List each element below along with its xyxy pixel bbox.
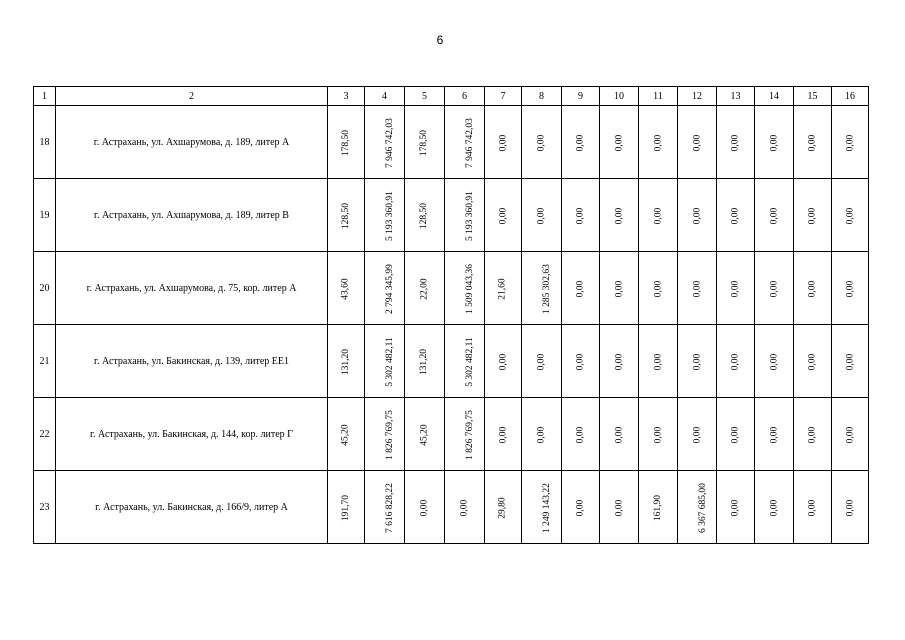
column-header: 13 (717, 87, 755, 106)
value-cell (755, 179, 794, 252)
value-text: 0,00 (807, 426, 818, 443)
value-text: 0,00 (575, 426, 586, 443)
value-text: 1 285 302,63 (541, 263, 552, 314)
value-cell (405, 179, 445, 252)
value-text: 0,00 (575, 280, 586, 297)
value-cell (600, 179, 639, 252)
address-cell: г. Астрахань, ул. Ахшарумова, д. 75, кор. литер А (56, 252, 328, 325)
value-cell (794, 325, 832, 398)
value-text: 0,00 (498, 353, 508, 370)
value-text: 0,00 (614, 499, 624, 516)
value-text: 128,50 (341, 202, 351, 229)
value-text: 7 616 828,22 (384, 482, 395, 533)
value-text: 0,00 (807, 134, 818, 151)
value-cell (328, 325, 365, 398)
value-cell (794, 471, 832, 544)
value-text: 161,90 (653, 494, 663, 521)
value-cell (485, 325, 522, 398)
column-header: 10 (600, 87, 639, 106)
column-header: 6 (445, 87, 485, 106)
address-cell: г. Астрахань, ул. Ахшарумова, д. 189, литер А (56, 106, 328, 179)
value-cell (755, 398, 794, 471)
value-cell (485, 398, 522, 471)
value-cell (562, 179, 600, 252)
value-text: 0,00 (653, 207, 663, 224)
value-text: 1 826 769,75 (464, 409, 475, 460)
value-text: 0,00 (498, 207, 508, 224)
value-text: 0,00 (692, 280, 702, 297)
value-cell (678, 398, 717, 471)
value-cell (328, 398, 365, 471)
value-cell (639, 398, 678, 471)
value-text: 0,00 (845, 134, 855, 151)
value-text: 1 509 043,36 (464, 263, 475, 314)
value-text: 0,00 (769, 207, 779, 224)
value-text: 0,00 (653, 280, 663, 297)
value-cell (678, 106, 717, 179)
value-cell (445, 179, 485, 252)
value-cell (794, 252, 832, 325)
value-cell (485, 106, 522, 179)
value-text: 0,00 (575, 499, 586, 516)
value-text: 5 193 360,91 (464, 190, 475, 241)
value-cell (562, 325, 600, 398)
value-text: 0,00 (653, 353, 663, 370)
value-cell (522, 398, 562, 471)
value-cell (717, 106, 755, 179)
value-cell (485, 179, 522, 252)
value-cell (639, 325, 678, 398)
value-cell (639, 179, 678, 252)
value-text: 0,00 (807, 499, 818, 516)
value-text: 0,00 (536, 353, 547, 370)
table-row (34, 252, 869, 325)
value-text: 5 302 482,11 (384, 336, 395, 387)
column-header: 8 (522, 87, 562, 106)
value-text: 0,00 (807, 280, 818, 297)
column-header: 2 (56, 87, 328, 106)
value-cell (365, 398, 405, 471)
value-text: 0,00 (769, 499, 779, 516)
value-text: 29,80 (498, 496, 508, 519)
address-cell: г. Астрахань, ул. Ахшарумова, д. 189, литер В (56, 179, 328, 252)
value-cell (794, 179, 832, 252)
column-header: 7 (485, 87, 522, 106)
value-text: 131,20 (341, 348, 351, 375)
value-cell (365, 179, 405, 252)
value-cell (832, 106, 869, 179)
table-row (34, 179, 869, 252)
value-cell (600, 325, 639, 398)
value-text: 0,00 (769, 353, 779, 370)
value-text: 21,60 (498, 277, 508, 300)
value-cell (522, 179, 562, 252)
value-text: 0,00 (845, 426, 855, 443)
value-cell (445, 325, 485, 398)
value-text: 1 249 143,22 (541, 482, 552, 533)
value-cell (717, 325, 755, 398)
table-row (34, 471, 869, 544)
value-cell (755, 252, 794, 325)
value-cell (328, 179, 365, 252)
column-header: 9 (562, 87, 600, 106)
value-text: 0,00 (575, 134, 586, 151)
value-text: 0,00 (769, 134, 779, 151)
value-text: 131,20 (419, 348, 430, 375)
value-text: 45,20 (419, 423, 430, 446)
value-text: 0,00 (845, 499, 855, 516)
value-cell (794, 106, 832, 179)
value-cell (365, 252, 405, 325)
column-header: 14 (755, 87, 794, 106)
value-text: 45,20 (341, 423, 351, 446)
value-text: 7 946 742,03 (464, 117, 475, 168)
value-cell (678, 471, 717, 544)
value-cell (522, 106, 562, 179)
value-text: 0,00 (692, 426, 702, 443)
value-text: 0,00 (807, 353, 818, 370)
row-number: 23 (34, 471, 56, 544)
column-header: 15 (794, 87, 832, 106)
value-cell (600, 471, 639, 544)
value-cell (445, 106, 485, 179)
value-cell (522, 325, 562, 398)
table-row (34, 398, 869, 471)
value-cell (639, 252, 678, 325)
value-cell (755, 325, 794, 398)
value-text: 0,00 (614, 207, 624, 224)
value-text: 0,00 (498, 426, 508, 443)
column-header: 12 (678, 87, 717, 106)
value-text: 0,00 (730, 499, 741, 516)
value-cell (717, 398, 755, 471)
value-text: 0,00 (536, 426, 547, 443)
value-cell (794, 398, 832, 471)
row-number: 20 (34, 252, 56, 325)
value-cell (717, 179, 755, 252)
value-cell (755, 106, 794, 179)
value-text: 0,00 (536, 134, 547, 151)
value-text: 0,00 (845, 353, 855, 370)
value-text: 191,70 (341, 494, 351, 521)
value-cell (832, 179, 869, 252)
value-cell (832, 398, 869, 471)
value-cell (600, 252, 639, 325)
value-text: 0,00 (692, 134, 702, 151)
value-text: 0,00 (769, 280, 779, 297)
value-text: 0,00 (653, 426, 663, 443)
column-header: 16 (832, 87, 869, 106)
value-cell (678, 252, 717, 325)
row-number: 18 (34, 106, 56, 179)
value-text: 128,50 (419, 202, 430, 229)
value-cell (717, 471, 755, 544)
value-text: 5 302 482,11 (464, 336, 475, 387)
value-cell (562, 398, 600, 471)
value-cell (445, 252, 485, 325)
value-cell (405, 106, 445, 179)
value-text: 0,00 (614, 134, 624, 151)
value-cell (365, 325, 405, 398)
value-cell (405, 252, 445, 325)
value-text: 178,50 (419, 129, 430, 156)
value-text: 0,00 (498, 134, 508, 151)
column-header: 4 (365, 87, 405, 106)
value-cell (832, 471, 869, 544)
value-cell (522, 252, 562, 325)
value-cell (522, 471, 562, 544)
value-cell (755, 471, 794, 544)
value-text: 6 367 685,00 (697, 482, 708, 533)
value-cell (485, 252, 522, 325)
value-cell (678, 325, 717, 398)
value-cell (365, 471, 405, 544)
value-cell (365, 106, 405, 179)
value-text: 5 193 360,91 (384, 190, 395, 241)
value-text: 0,00 (845, 280, 855, 297)
row-number: 19 (34, 179, 56, 252)
value-text: 43,60 (341, 277, 351, 300)
value-cell (600, 106, 639, 179)
value-text: 0,00 (653, 134, 663, 151)
value-cell (832, 325, 869, 398)
value-cell (328, 471, 365, 544)
value-text: 0,00 (730, 353, 741, 370)
address-cell: г. Астрахань, ул. Бакинская, д. 166/9, литер А (56, 471, 328, 544)
value-text: 178,50 (341, 129, 351, 156)
column-header: 1 (34, 87, 56, 106)
value-text: 0,00 (769, 426, 779, 443)
value-text: 1 826 769,75 (384, 409, 395, 460)
value-text: 0,00 (575, 207, 586, 224)
value-cell (405, 398, 445, 471)
value-cell (445, 471, 485, 544)
value-cell (328, 252, 365, 325)
value-cell (639, 106, 678, 179)
address-cell: г. Астрахань, ул. Бакинская, д. 144, кор. литер Г (56, 398, 328, 471)
header-row (34, 87, 869, 106)
value-text: 0,00 (614, 353, 624, 370)
table-row (34, 106, 869, 179)
value-cell (562, 106, 600, 179)
value-cell (485, 471, 522, 544)
value-text: 0,00 (419, 499, 430, 516)
value-cell (562, 471, 600, 544)
value-text: 0,00 (807, 207, 818, 224)
address-cell: г. Астрахань, ул. Бакинская, д. 139, литер ЕЕ1 (56, 325, 328, 398)
value-text: 0,00 (536, 207, 547, 224)
value-cell (832, 252, 869, 325)
value-text: 0,00 (730, 134, 741, 151)
value-cell (639, 471, 678, 544)
row-number: 22 (34, 398, 56, 471)
value-text: 0,00 (614, 426, 624, 443)
value-cell (600, 398, 639, 471)
value-cell (678, 179, 717, 252)
value-text: 7 946 742,03 (384, 117, 395, 168)
value-text: 0,00 (692, 207, 702, 224)
table-row (34, 325, 869, 398)
value-cell (445, 398, 485, 471)
column-header: 5 (405, 87, 445, 106)
value-text: 0,00 (614, 280, 624, 297)
value-text: 22,00 (419, 277, 430, 300)
column-header: 3 (328, 87, 365, 106)
value-text: 0,00 (459, 499, 470, 516)
value-text: 0,00 (730, 207, 741, 224)
value-text: 0,00 (845, 207, 855, 224)
value-cell (405, 471, 445, 544)
value-cell (405, 325, 445, 398)
value-cell (328, 106, 365, 179)
value-text: 0,00 (575, 353, 586, 370)
value-text: 0,00 (730, 426, 741, 443)
value-text: 0,00 (730, 280, 741, 297)
value-text: 2 794 345,99 (384, 263, 395, 314)
value-text: 0,00 (692, 353, 702, 370)
value-cell (562, 252, 600, 325)
row-number: 21 (34, 325, 56, 398)
value-cell (717, 252, 755, 325)
column-header: 11 (639, 87, 678, 106)
page-number: 6 (436, 33, 444, 47)
register-table (33, 86, 869, 544)
